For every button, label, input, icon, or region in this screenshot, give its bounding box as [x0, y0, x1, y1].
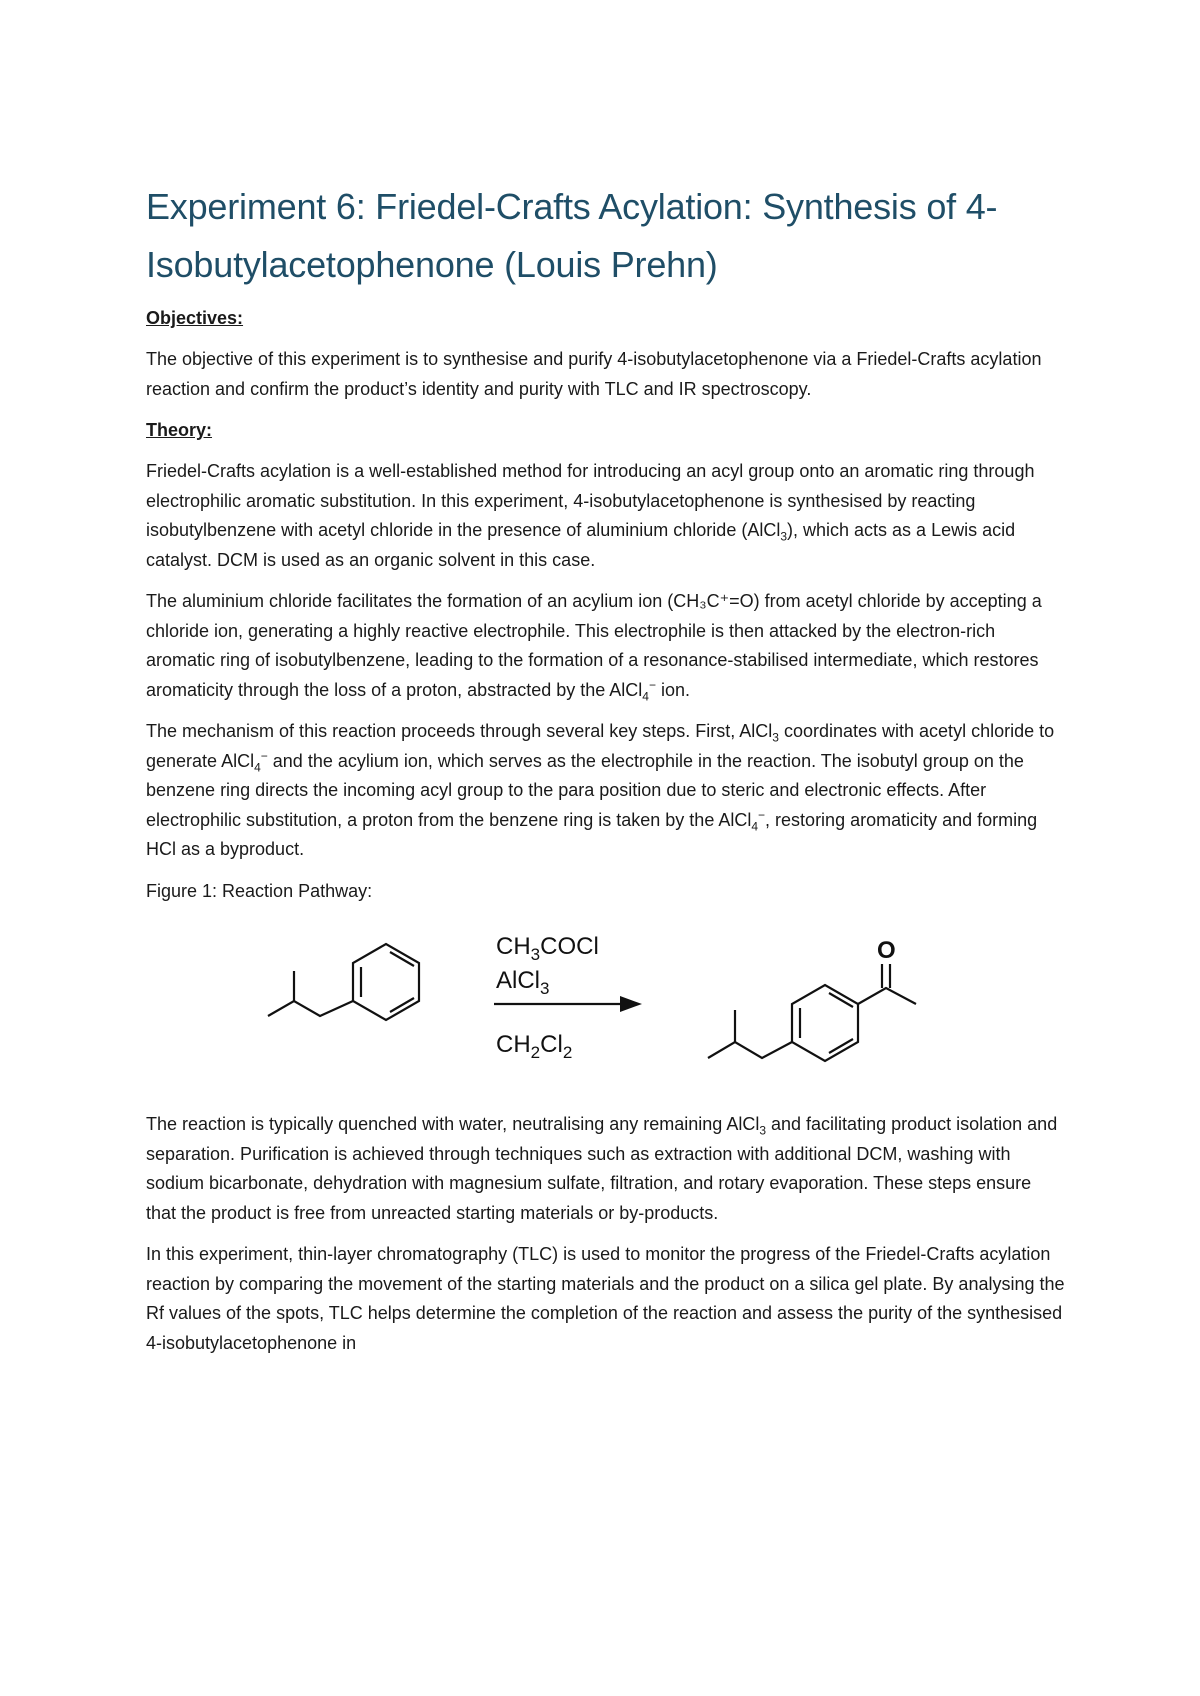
- reagent-acetyl-chloride: $CH_3COCl$: [496, 933, 599, 964]
- document-title: Experiment 6: Friedel-Crafts Acylation: Synthesis of 4-Isobutylacetophenone (Louis Prehn): [146, 186, 998, 285]
- carbonyl-oxygen-label: O: [877, 937, 896, 964]
- solvent-dichloromethane: $CH_2Cl_2$: [496, 1031, 573, 1062]
- reaction-arrow: [494, 996, 642, 1012]
- isobutylacetophenone-structure: [708, 964, 916, 1061]
- reagent-aluminium-chloride: AlCl$_3$: [496, 967, 550, 998]
- document-body: [146, 178, 1066, 1370]
- theory-paragraph-2: The aluminium chloride facilitates the formation of an acylium ion (CH₃C⁺=O) from acetyl chloride by accepting a chloride ion, generating a highly reactive electrophile. This electrophile is then attacked by the electron-rich aromatic ring of isobutylbenzene, leading to the formation of a resonance-stabilised intermediate, which restores aromaticity through the loss of a proton, abstracted by the AlCl$_4$− ion.: [146, 591, 1042, 704]
- theory-heading: Theory:: [146, 420, 213, 440]
- theory-paragraph-3: The mechanism of this reaction proceeds through several key steps. First, AlCl$_3$ coordinates with acetyl chloride to generate AlCl$_4$− and the acylium ion, which serves as the electrophile in the reaction. The isobutyl group on the benzene ring directs the incoming acyl group to the para position due to steric and electronic effects. After electrophilic substitution, a proton from the benzene ring is taken by the AlCl$_4$−, restoring aromaticity and forming HCl as a byproduct.: [146, 721, 1055, 859]
- theory-paragraph-1: Friedel-Crafts acylation is a well-established method for introducing an acyl group onto an aromatic ring through electrophilic aromatic substitution. In this experiment, 4-isobutylacetophenone is synthesised by reacting isobutylbenzene with acetyl chloride in the presence of aluminium chloride (AlCl$_3$), which acts as a Lewis acid catalyst. DCM is used as an organic solvent in this case.: [146, 461, 1035, 570]
- theory-paragraph-4: The reaction is typically quenched with water, neutralising any remaining AlCl$_3$ and facilitating product isolation and separation. Purification is achieved through techniques such as extraction with additional DCM, washing with sodium bicarbonate, dehydration with magnesium sulfate, filtration, and rotary evaporation. These steps ensure that the product is free from unreacted starting materials or by-products.: [146, 1114, 1058, 1223]
- theory-paragraph-5: In this experiment, thin-layer chromatography (TLC) is used to monitor the progress of the Friedel-Crafts acylation reaction by comparing the movement of the starting materials and the product on a silica gel plate. By analysing the Rf values of the spots, TLC helps determine the completion of the reaction and assess the purity of the synthesised 4-isobutylacetophenone in: [146, 1244, 1065, 1353]
- objectives-paragraph: The objective of this experiment is to synthesise and purify 4-isobutylacetophenone via a Friedel-Crafts acylation reaction and confirm the product’s identity and purity with TLC and IR spectroscopy.: [146, 349, 1042, 399]
- figure-caption: Figure 1: Reaction Pathway:: [146, 880, 373, 901]
- reaction-scheme: [146, 914, 1066, 1084]
- reaction-scheme-drawing: [146, 914, 1066, 1084]
- isobutylbenzene-structure: [268, 944, 419, 1020]
- objectives-heading: Objectives:: [146, 308, 244, 328]
